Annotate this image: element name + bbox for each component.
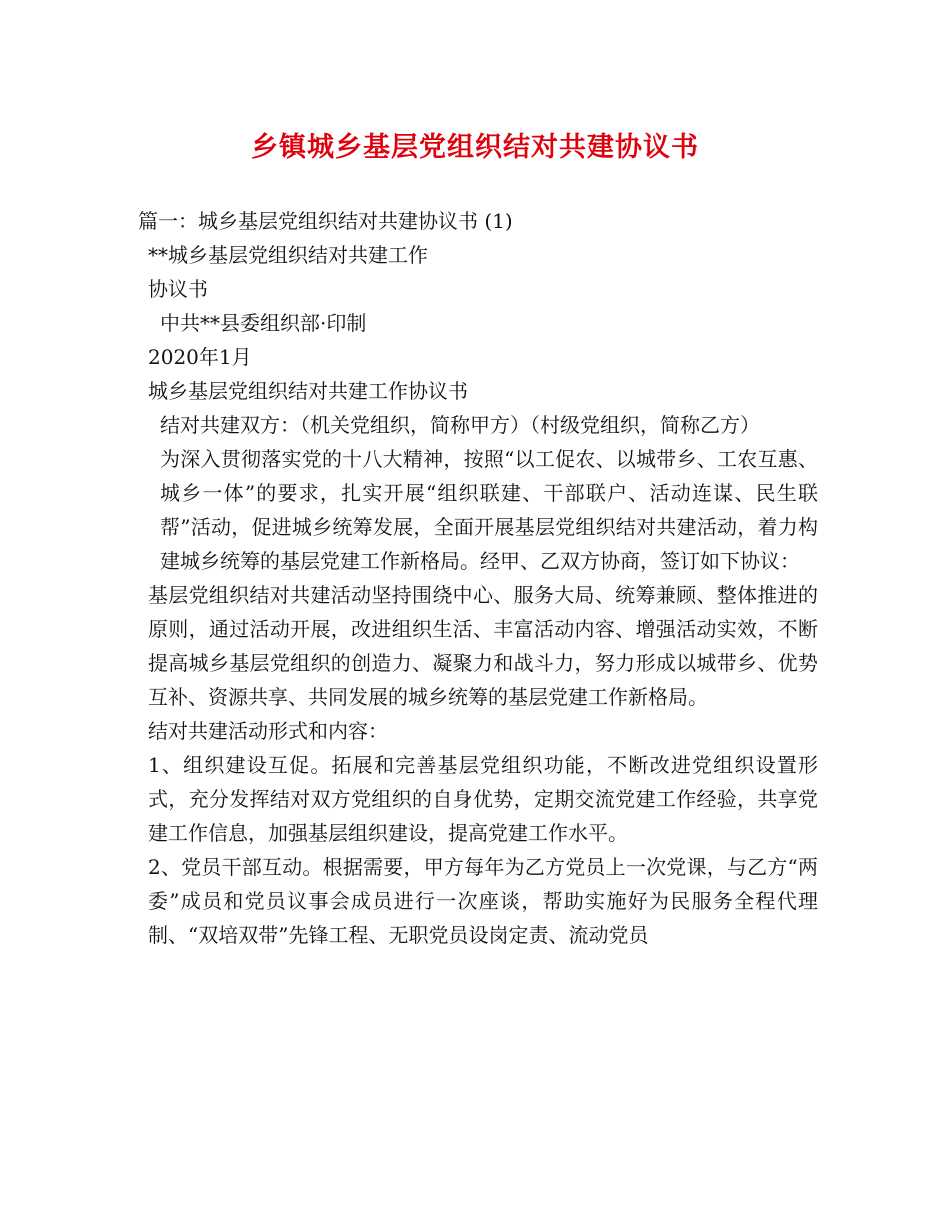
paragraph: 篇一：城乡基层党组织结对共建协议书 (1)	[138, 209, 513, 233]
paragraph: 基层党组织结对共建活动坚持围绕中心、服务大局、统筹兼顾、整体推进的原则，通过活动开展，改进组织生活、丰富活动内容、增强活动实效，不断提高城乡基层党组织的创造力、凝聚力和战斗力，努力形成以城带乡、优势互补、资源共享、共同发展的城乡统筹的基层党建工作新格局。	[148, 583, 818, 709]
paragraph: 结对共建双方：（机关党组织，简称甲方）（村级党组织，简称乙方）	[160, 413, 760, 437]
paragraph: 结对共建活动形式和内容：	[148, 719, 388, 743]
paragraph: 2020年1月	[148, 345, 252, 369]
paragraph: **城乡基层党组织结对共建工作	[148, 243, 428, 267]
document-body	[138, 204, 818, 952]
paragraph: 1、组织建设互促。拓展和完善基层党组织功能，不断改进党组织设置形式，充分发挥结对双方党组织的自身优势，定期交流党建工作经验，共享党建工作信息，加强基层组织建设，提高党建工作水平。	[148, 753, 818, 845]
paragraph: 协议书	[148, 277, 208, 301]
paragraph: 城乡基层党组织结对共建工作协议书	[148, 379, 468, 403]
paragraph: 中共**县委组织部·印制	[160, 311, 367, 335]
paragraph: 2、党员干部互动。根据需要，甲方每年为乙方党员上一次党课，与乙方“两委”成员和党员议事会成员进行一次座谈，帮助实施好为民服务全程代理制、“双培双带”先锋工程、无职党员设岗定责、流动党员	[148, 855, 818, 947]
paragraph: 为深入贯彻落实党的十八大精神，按照“以工促农、以城带乡、工农互惠、城乡一体”的要求，扎实开展“组织联建、干部联户、活动连谋、民生联帮”活动，促进城乡统筹发展，全面开展基层党组织结对共建活动，着力构建城乡统筹的基层党建工作新格局。经甲、乙双方协商，签订如下协议：	[160, 447, 818, 573]
document-title: 乡镇城乡基层党组织结对共建协议书	[251, 132, 699, 163]
